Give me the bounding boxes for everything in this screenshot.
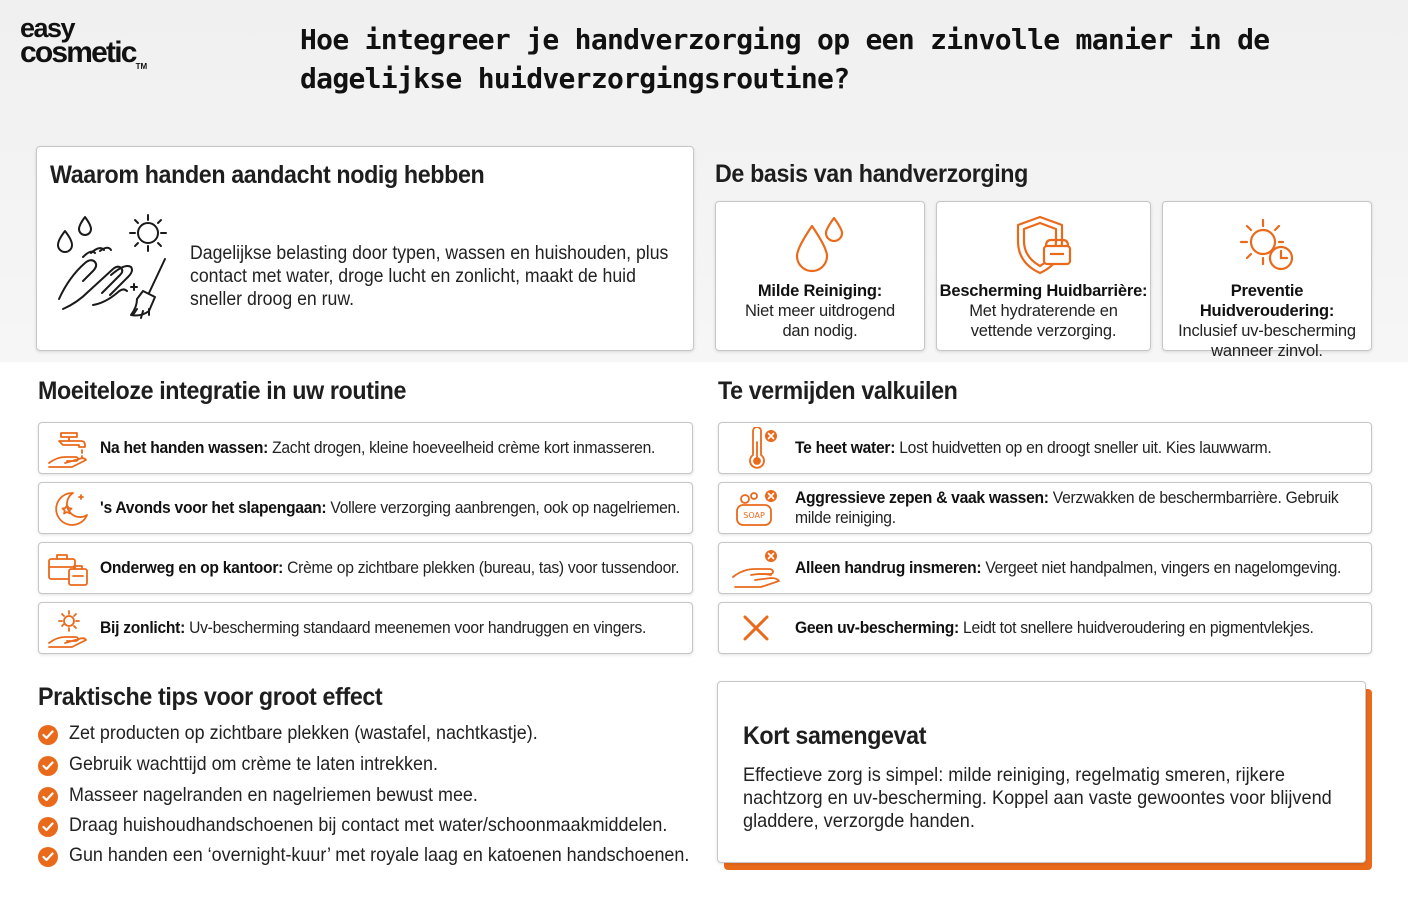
sun-clock-icon [1235, 214, 1299, 276]
routine-bold: Na het handen wassen: [100, 438, 269, 457]
pitfall-bold: Alleen handrug insmeren: [795, 558, 982, 577]
basis-text-reiniging [716, 281, 924, 341]
moon-stars-icon [47, 489, 91, 529]
pitfall-desc: Leidt tot snellere huidveroudering en pigmentvlekjes. [958, 618, 1314, 637]
summary-card [717, 681, 1366, 863]
summary-title: Kort samengevat [743, 722, 927, 750]
routine-text [100, 438, 690, 458]
tip-text: Masseer nagelranden en nagelriemen bewust mee. [69, 784, 478, 806]
pitfall-text [795, 438, 1370, 458]
basis-line: Met hydraterende en [969, 302, 1118, 320]
pitfall-bold: Geen uv-bescherming: [795, 618, 959, 637]
routine-item [38, 482, 693, 534]
brand-logo [20, 13, 190, 71]
pitfall-item [718, 422, 1372, 474]
routine-item [38, 602, 693, 654]
check-icon [38, 756, 58, 776]
basis-line: wanneer zinvol. [1211, 342, 1323, 360]
basis-line: Inclusief uv-bescherming [1178, 322, 1356, 340]
routine-text [100, 558, 690, 578]
sun-hand-icon [47, 609, 91, 649]
pitfalls-title: Te vermijden valkuilen [718, 377, 958, 405]
basis-title: De basis van handverzorging [715, 160, 1028, 188]
basis-line: Niet meer uitdrogend [744, 302, 896, 320]
routine-title: Moeiteloze integratie in uw routine [38, 377, 407, 405]
pitfall-bold: Aggressieve zepen & vaak wassen: [795, 488, 1049, 507]
routine-desc: Uv-bescherming standaard meenemen voor handruggen en vingers. [185, 618, 647, 637]
water-drops-icon [792, 214, 848, 274]
summary-text: Effectieve zorg is simpel: milde reiniging, regelmatig smeren, rijkere nachtzorg en uv-bescherming. Koppel aan vaste gewoontes voor blijvend gladdere, verzorgde handen. [743, 764, 1332, 832]
pitfall-bold: Te heet water: [795, 438, 896, 457]
routine-text [100, 618, 690, 638]
pitfall-desc: Lost huidvetten op en droogt sneller uit. Kies lauwwarm. [895, 438, 1272, 457]
routine-bold: 's Avonds voor het slapengaan: [100, 498, 327, 517]
logo-line-easy: easy [20, 13, 75, 43]
cross-icon [727, 607, 791, 651]
pitfall-text [795, 488, 1370, 528]
routine-item [38, 422, 693, 474]
why-title: Waarom handen aandacht nodig hebben [50, 161, 485, 189]
logo-word-cosmetic: cosmetic [20, 36, 136, 69]
soap-label: SOAP [743, 511, 765, 520]
check-icon [38, 847, 58, 867]
check-icon [38, 725, 58, 745]
basis-text-bescherming [937, 281, 1150, 341]
routine-text [100, 498, 690, 518]
pitfall-text [795, 558, 1370, 578]
thermometer-icon [727, 427, 791, 471]
tip-text: Gun handen een ‘overnight-kuur’ met royale laag en katoenen handschoenen. [69, 844, 690, 866]
why-text: Dagelijkse belasting door typen, wassen en huishouden, plus contact met water, droge lucht en zonlicht, maakt de huid sneller droog en ruw. [190, 243, 669, 310]
routine-item [38, 542, 693, 594]
basis-line: vettende verzorging. [970, 322, 1117, 340]
soap-icon [727, 487, 791, 531]
basis-heading: Bescherming Huidbarrière: [939, 282, 1148, 300]
briefcase-bag-icon [47, 549, 91, 589]
basis-text-preventie [1163, 281, 1371, 361]
routine-desc: Zacht drogen, kleine hoeveelheid crème kort inmasseren. [268, 438, 656, 457]
pitfall-item [718, 482, 1372, 534]
logo-line-cosmetic [20, 36, 190, 71]
pitfall-item [718, 602, 1372, 654]
pitfall-item [718, 542, 1372, 594]
tip-text: Zet producten op zichtbare plekken (wastafel, nachtkastje). [69, 722, 538, 744]
routine-desc: Vollere verzorging aanbrengen, ook op nagelriemen. [326, 498, 681, 517]
basis-line: dan nodig. [782, 322, 858, 340]
basis-card-reiniging [715, 201, 925, 351]
pitfall-text [795, 618, 1370, 638]
check-icon [38, 817, 58, 837]
check-icon [38, 787, 58, 807]
washing-hands-sun-icon [53, 209, 173, 327]
tip-text: Gebruik wachttijd om crème te laten intrekken. [69, 753, 438, 775]
basis-card-bescherming [936, 201, 1151, 351]
tip-text: Draag huishoudhandschoenen bij contact met water/schoonmaakmiddelen. [69, 814, 668, 836]
shield-cream-icon [1012, 214, 1076, 276]
faucet-hand-icon [47, 429, 91, 469]
routine-bold: Onderweg en op kantoor: [100, 558, 284, 577]
hand-back-icon [727, 547, 791, 591]
why-card [36, 146, 694, 351]
pitfall-desc: Vergeet niet handpalmen, vingers en nagelomgeving. [981, 558, 1342, 577]
routine-bold: Bij zonlicht: [100, 618, 186, 637]
basis-heading: Preventie Huidveroudering: [1199, 282, 1335, 320]
page-title: Hoe integreer je handverzorging op een zinvolle manier in de dagelijkse huidverzorgingsroutine? [300, 23, 1270, 95]
pitfall-desc: Verzwakken de beschermbarrière. Gebruik milde reiniging. [795, 488, 1339, 527]
tips-title: Praktische tips voor groot effect [38, 683, 383, 711]
basis-card-preventie [1162, 201, 1372, 360]
basis-heading: Milde Reiniging: [757, 282, 883, 300]
routine-desc: Crème op zichtbare plekken (bureau, tas) voor tussendoor. [283, 558, 680, 577]
logo-trademark: TM [135, 62, 148, 71]
